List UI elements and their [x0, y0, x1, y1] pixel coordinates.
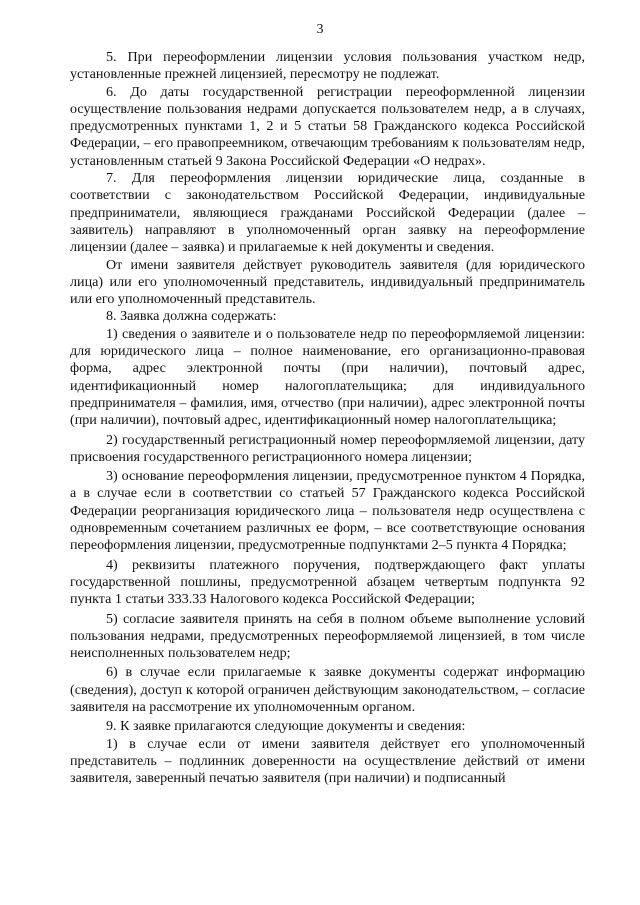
paragraph-8-item-6: 6) в случае если прилагаемые к заявке документы содержат информацию (сведения), доступ к которой ограничен действующим законодательством, – согласие заявителя на рассмотрение их уполномоченным органом. [70, 664, 585, 715]
paragraph-8-item-5: 5) согласие заявителя принять на себя в полном объеме выполнение условий пользования недрами, предусмотренных переоформляемой лицензией, в том числе неисполненных пользователем недр; [70, 610, 585, 662]
paragraph-8-item-1: 1) сведения о заявителе и о пользователе недр по переоформляемой лицензии: для юридического лица – полное наименование, его организационно-правовая форма, адрес электронной почты (при наличии), почтовый адрес, идентификационный номер налогоплательщика; для индивидуального предпринимателя – фамилия, имя, отчество (при наличии), адрес электронной почты (при наличии), почтовый адрес, идентификационный номер налогоплательщика; [70, 325, 585, 429]
paragraph-7: 7. Для переоформления лицензии юридические лица, созданные в соответствии с законодательством Российской Федерации, индивидуальные предприниматели, являющиеся гражданами Российской Федерации (далее – заявитель) направляют в уполномоченный орган заявку на переоформление лицензии (далее – заявка) и прилагаемые к ней документы и сведения. [70, 170, 585, 256]
paragraph-7-representative: От имени заявителя действует руководитель заявителя (для юридического лица) или его уполномоченный представитель, индивидуальный предприниматель или его уполномоченный представитель. [70, 256, 585, 308]
paragraph-8-item-3: 3) основание переоформления лицензии, предусмотренное пунктом 4 Порядка, а в случае если в соответствии со статьей 57 Гражданского кодекса Российской Федерации реорганизация юридического лица – пользователя недр осуществлена с одновременным сочетанием различных ее форм, – все соответствующие основания переоформления лицензии, предусмотренные подпунктами 2–5 пункта 4 Порядка; [70, 468, 585, 554]
paragraph-8-heading: 8. Заявка должна содержать: [106, 308, 277, 325]
paragraph-6: 6. До даты государственной регистрации переоформленной лицензии осуществление пользования недрами допускается пользователем недр, а в случаях, предусмотренных пунктами 1, 2 и 5 статьи 58 Гражданского кодекса Российской Федерации, – его правопреемником, отвечающим требованиям к пользователям недр, установленным статьей 9 Закона Российской Федерации «О недрах». [70, 83, 585, 169]
paragraph-9-heading: 9. К заявке прилагаются следующие документы и сведения: [106, 718, 466, 735]
paragraph-8-item-2: 2) государственный регистрационный номер переоформляемой лицензии, дату присвоения государственного регистрационного номера лицензии; [70, 431, 585, 465]
paragraph-5: 5. При переоформлении лицензии условия пользования участком недр, установленные прежней лицензией, пересмотру не подлежат. [70, 49, 585, 83]
page-number: 3 [316, 22, 324, 37]
document-body [70, 49, 585, 789]
paragraph-8-item-4: 4) реквизиты платежного поручения, подтверждающего факт уплаты государственной пошлины, предусмотренной абзацем четвертым подпункта 92 пункта 1 статьи 333.33 Налогового кодекса Российской Федерации; [70, 556, 585, 608]
paragraph-9-item-1: 1) в случае если от имени заявителя действует его уполномоченный представитель – подлинник доверенности на осуществление действий от имени заявителя, заверенный печатью заявителя (при наличии) и подписанный [70, 735, 585, 787]
